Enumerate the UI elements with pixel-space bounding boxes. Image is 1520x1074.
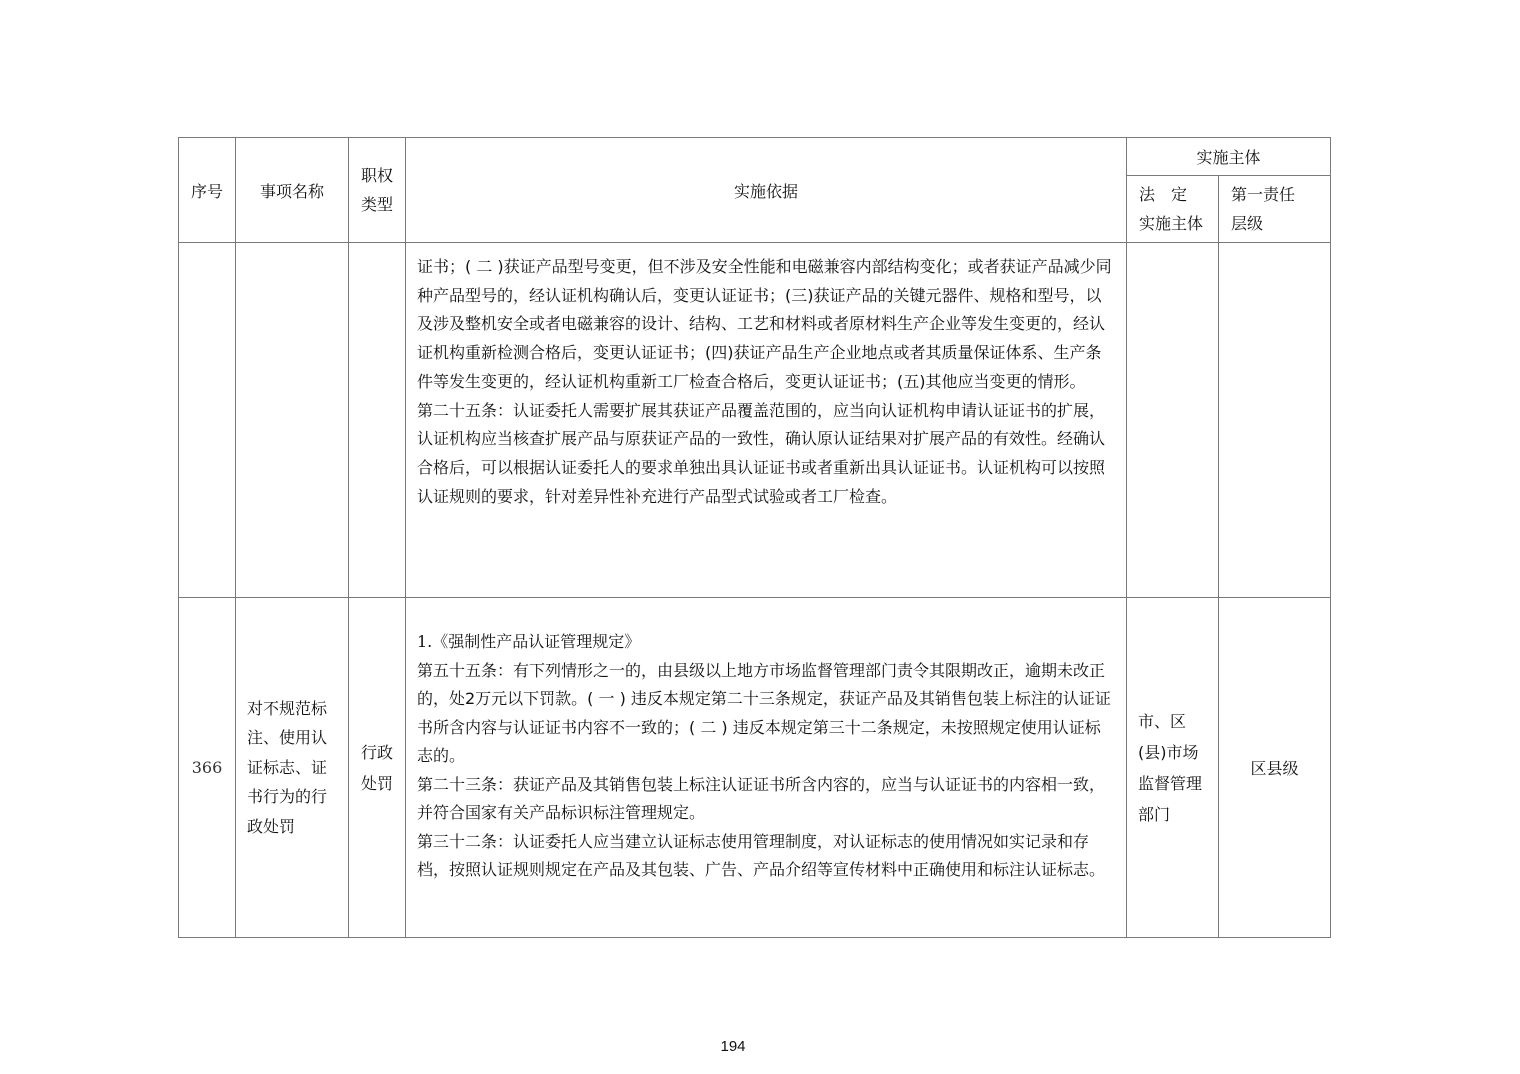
row-first-level	[1219, 243, 1331, 598]
row-item-name: 对不规范标注、使用认证标志、证书行为的行政处罚	[236, 598, 349, 938]
header-legal-subject: 法 定 实施主体	[1127, 176, 1219, 243]
page-number: 194	[720, 1038, 746, 1055]
table-row	[179, 243, 1331, 598]
enforcement-table	[178, 137, 1331, 938]
row-category	[349, 243, 406, 598]
header-seq: 序号	[179, 138, 236, 243]
header-name: 事项名称	[236, 138, 349, 243]
basis-paragraph: 第三十二条：认证委托人应当建立认证标志使用管理制度，对认证标志的使用情况如实记录和存档，按照认证规则规定在产品及其包装、广告、产品介绍等宣传材料中正确使用和标注认证标志。	[417, 831, 1106, 879]
basis-title: 1.《强制性产品认证管理规定》	[417, 632, 641, 651]
row-seq: 366	[179, 598, 236, 938]
basis-paragraph: 第二十五条：认证委托人需要扩展其获证产品覆盖范围的，应当向认证机构申请认证证书的扩展，认证机构应当核查扩展产品与原获证产品的一致性，确认原认证结果对扩展产品的有效性。经确认合格后，可以根据认证委托人的要求单独出具认证证书或者重新出具认证证书。认证机构可以按照认证规则的要求，针对差异性补充进行产品型式试验或者工厂检查。	[417, 400, 1106, 506]
row-legal-subject	[1127, 243, 1219, 598]
row-basis	[406, 243, 1127, 598]
basis-paragraph: 第二十三条：获证产品及其销售包装上标注认证证书所含内容的，应当与认证证书的内容相一致，并符合国家有关产品标识标注管理规定。	[417, 774, 1106, 822]
row-first-level: 区县级	[1219, 598, 1331, 938]
row-category: 行政 处罚	[349, 598, 406, 938]
row-basis	[406, 598, 1127, 938]
basis-paragraph: 第五十五条：有下列情形之一的，由县级以上地方市场监督管理部门责令其限期改正，逾期未改正的，处2万元以下罚款。( 一 ) 违反本规定第二十三条规定，获证产品及其销售包装上标注的认证证书所含内容与认证证书内容不一致的；( 二 ) 违反本规定第三十二条规定，未按照规定使用认证标志的。	[417, 660, 1111, 765]
row-legal-subject: 市、区(县)市场监督管理部门	[1127, 598, 1219, 938]
row-seq	[179, 243, 236, 598]
header-basis: 实施依据	[406, 138, 1127, 243]
row-item-name	[236, 243, 349, 598]
header-subject-group: 实施主体	[1127, 138, 1331, 176]
table-row	[179, 598, 1331, 938]
basis-paragraph: 证书；( 二 )获证产品型号变更，但不涉及安全性能和电磁兼容内部结构变化；或者获证产品减少同种产品型号的，经认证机构确认后，变更认证证书；(三)获证产品的关键元器件、规格和型号，以及涉及整机安全或者电磁兼容的设计、结构、工艺和材料或者原材料生产企业等发生变更的，经认证机构重新检测合格后，变更认证证书；(四)获证产品生产企业地点或者其质量保证体系、生产条件等发生变更的，经认证机构重新工厂检查合格后，变更认证证书；(五)其他应当变更的情形。	[417, 257, 1112, 391]
header-category: 职权 类型	[349, 138, 406, 243]
header-first-level: 第一责任 层级	[1219, 176, 1331, 243]
